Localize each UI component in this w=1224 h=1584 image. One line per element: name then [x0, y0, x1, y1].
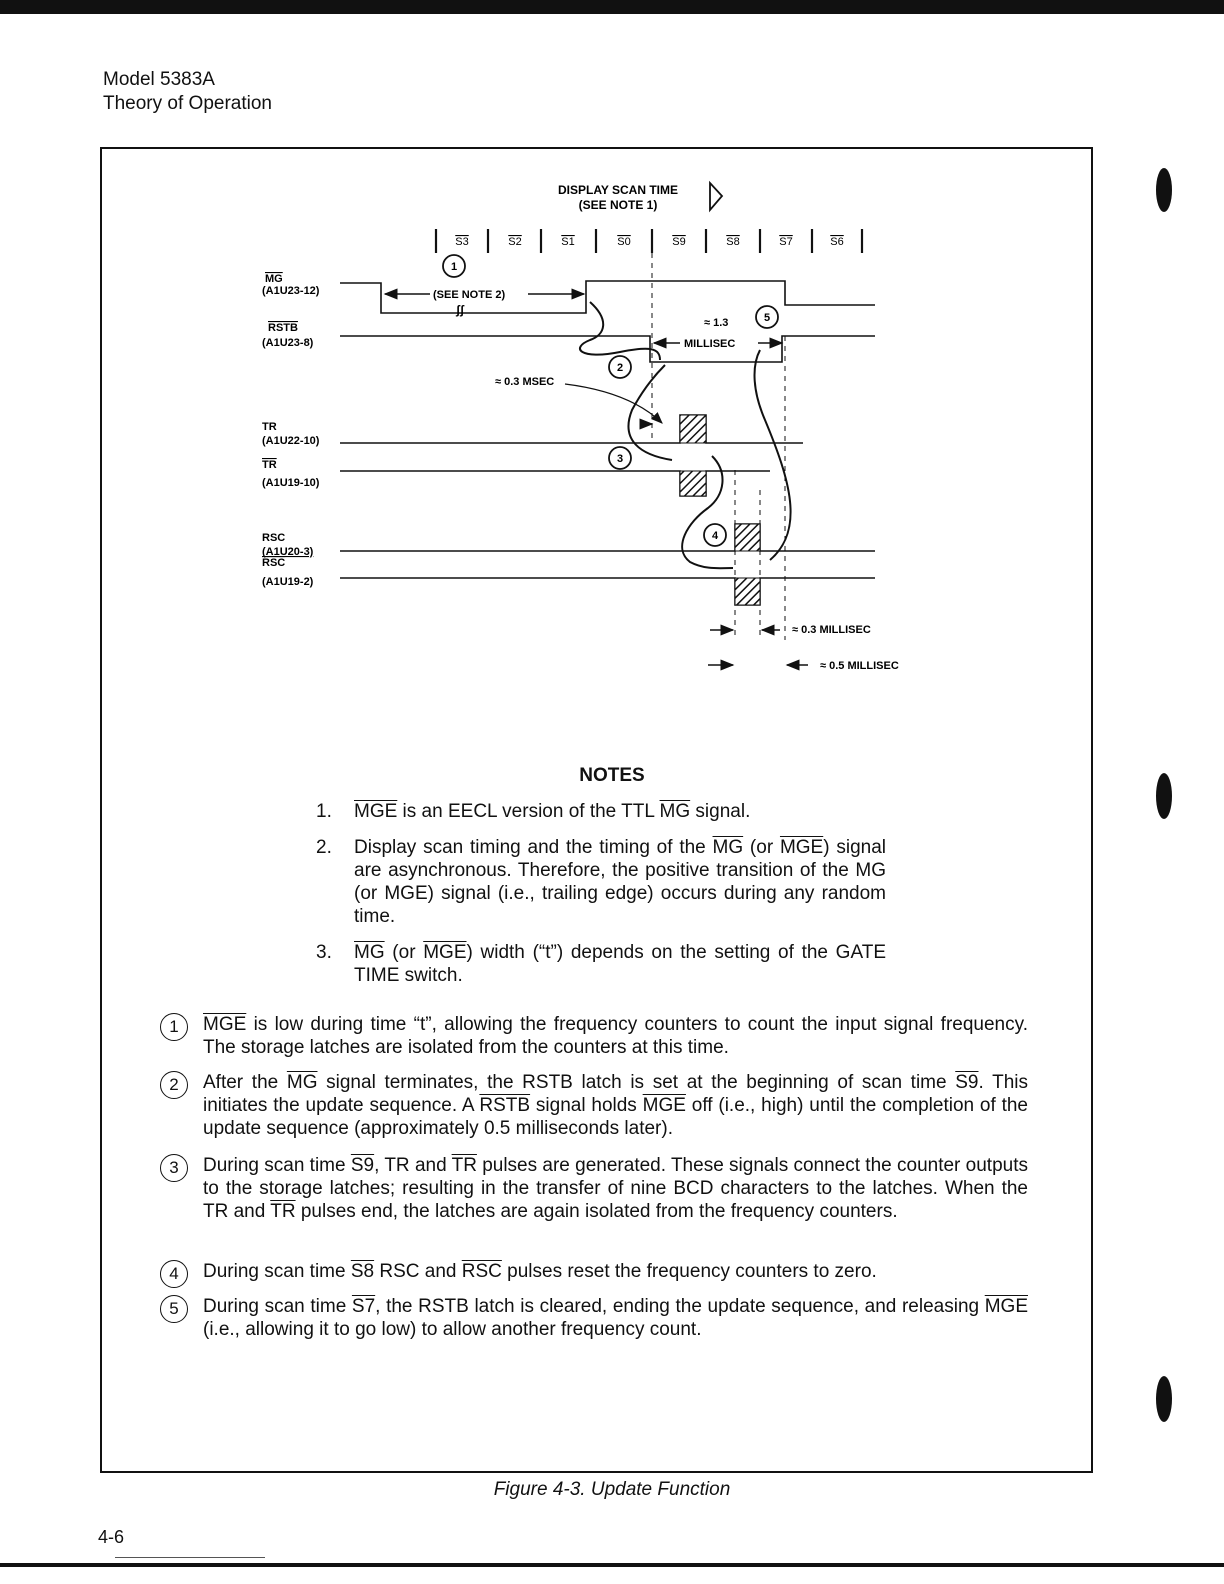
- note-2-number: 2.: [316, 837, 332, 858]
- signal-label-mg: MG: [265, 273, 283, 285]
- rsc-pulse-hatch: [735, 524, 760, 551]
- callout-5: [756, 306, 778, 328]
- signal-label-rstb: RSTB: [268, 322, 298, 334]
- callout-1: [443, 255, 465, 277]
- svg-text:1: 1: [450, 261, 458, 273]
- rsc-bar-pulse-hatch: [735, 578, 760, 605]
- approx-1-3-label: ≈ 1.3: [704, 317, 729, 329]
- signal-label-tr-bar: TR: [262, 459, 277, 471]
- step-2-text: After the $\overline{MG}$ signal terminates, the RSTB latch is set at the beginning of scan time S9. This initiates the update sequence. A RSTB signal holds $\overline{MGE}$ off (i.e., high) until the completion of the update sequence (approximately 0.5 milliseconds later).: [203, 1072, 1029, 1139]
- step-3-callout: 3: [160, 1154, 188, 1182]
- step-4-text: During scan time S8 RSC and $\overline{RSC}$ pulses reset the frequency counters to zero.: [203, 1261, 877, 1282]
- note-2: [316, 836, 886, 928]
- step-4: [160, 1260, 1028, 1283]
- step-1: [160, 1013, 1028, 1059]
- svg-text:2: 2: [616, 362, 624, 374]
- waveform-rstb: [340, 336, 875, 362]
- step-3: [160, 1154, 1028, 1223]
- bottom-rule: [115, 1557, 265, 1558]
- callout-3: [609, 447, 631, 469]
- step-2: [160, 1071, 1028, 1140]
- scan-slot-s9: S9: [672, 236, 686, 248]
- note-1: [316, 800, 886, 823]
- step-5: [160, 1295, 1028, 1341]
- signal-pin-tr-bar: (A1U19-10): [262, 477, 320, 489]
- note-1-number: 1.: [316, 801, 332, 822]
- signal-pin-mg: (A1U23-12): [262, 285, 320, 297]
- tr-pulse-hatch: [680, 415, 706, 443]
- step-5-callout: 5: [160, 1295, 188, 1323]
- binder-hole-mark: [1156, 773, 1172, 819]
- scan-slot-s8: S8: [726, 236, 740, 248]
- approx-0-3-millisec-label: ≈ 0.3 MILLISEC: [792, 624, 871, 636]
- bottom-edge-bar: [0, 1563, 1224, 1567]
- waveform-tr: [340, 415, 803, 443]
- note-3-number: 3.: [316, 942, 332, 963]
- approx-0-5-millisec-label: ≈ 0.5 MILLISEC: [820, 660, 899, 672]
- signal-pin-rstb: (A1U23-8): [262, 337, 314, 349]
- scan-slot-s7: S7: [779, 236, 793, 248]
- waveform-rsc-bar: [340, 578, 875, 605]
- notes-title: NOTES: [579, 765, 645, 786]
- tr-bar-pulse-hatch: [680, 471, 706, 496]
- header-section: Theory of Operation: [103, 93, 272, 114]
- page-number: 4-6: [98, 1527, 125, 1547]
- break-mark: ʃʃ: [456, 303, 464, 317]
- figure-caption: Figure 4-3. Update Function: [493, 1479, 731, 1500]
- binder-hole-mark: [1156, 168, 1172, 212]
- signal-pin-rsc-bar: (A1U19-2): [262, 576, 314, 588]
- timing-diagram: [0, 0, 1224, 720]
- note-3: [316, 941, 886, 987]
- step-3-text: During scan time S9, TR and $\overline{TR}$ pulses are generated. These signals connect the counter outputs to the storage latches; resulting in the transfer of nine BCD characters to the latches. When the TR and $\overline{TR}$ pulses end, the latches are again isolated from the frequency counters.: [203, 1155, 1028, 1222]
- step-4-callout: 4: [160, 1260, 188, 1288]
- step-5-text: During scan time S7, the RSTB latch is cleared, ending the update sequence, and releasing $\overline{MGE}$ (i.e., allowing it to go low) to allow another frequency count.: [203, 1296, 1028, 1340]
- see-note2-label: (SEE NOTE 2): [433, 289, 506, 301]
- signal-label-tr: TR: [262, 421, 277, 433]
- display-scan-note: (SEE NOTE 1): [578, 198, 658, 212]
- approx-0-3-msec-leader: [565, 384, 662, 423]
- step-1-callout: 1: [160, 1013, 188, 1041]
- waveform-mg: [340, 281, 875, 313]
- scan-slot-s6: S6: [830, 236, 844, 248]
- scan-slot-row: [436, 229, 862, 253]
- note-2-text: Display scan timing and the timing of the $\overline{MG}$ (or $\overline{MGE}$) signal are asynchronous. Therefore, the positive transition of the MG (or MGE) signal (i.e., trailing edge) occurs during any random time.: [354, 837, 886, 927]
- signal-pin-rsc: (A1U20-3): [262, 546, 314, 558]
- signal-pin-tr: (A1U22-10): [262, 435, 320, 447]
- millisec-label: MILLISEC: [684, 338, 736, 350]
- approx-0-3-msec-label: ≈ 0.3 MSEC: [495, 376, 555, 388]
- waveform-rsc: [340, 524, 875, 551]
- callout-4: [704, 524, 726, 546]
- signal-label-rsc-bar: RSC: [262, 557, 286, 569]
- note-1-text: $\overline{MGE}$ is an EECL version of the TTL $\overline{MG}$ signal.: [354, 801, 751, 822]
- scan-slot-s3: S3: [455, 236, 469, 248]
- callout-2: [609, 356, 631, 378]
- note-3-text: $\overline{MG}$ (or $\overline{MGE}$) width (“t”) depends on the setting of the GATE TIME switch.: [354, 942, 886, 986]
- svg-text:4: 4: [711, 530, 719, 542]
- svg-text:5: 5: [763, 312, 771, 324]
- display-scan-label: DISPLAY SCAN TIME: [557, 183, 679, 197]
- scan-direction-arrow-icon: [710, 183, 722, 210]
- scan-slot-s2: S2: [508, 236, 522, 248]
- svg-text:3: 3: [616, 453, 624, 465]
- step-1-text: $\overline{MGE}$ is low during time “t”, allowing the frequency counters to count the input signal frequency. The storage latches are isolated from the counters at this time.: [203, 1014, 1028, 1058]
- binder-hole-mark: [1156, 1376, 1172, 1422]
- header-model: Model 5383A: [103, 69, 215, 90]
- waveforms: [340, 281, 875, 605]
- scan-slot-s1: S1: [561, 236, 575, 248]
- scan-slot-s0: S0: [617, 236, 631, 248]
- step-2-callout: 2: [160, 1071, 188, 1099]
- signal-label-rsc: RSC: [262, 532, 286, 544]
